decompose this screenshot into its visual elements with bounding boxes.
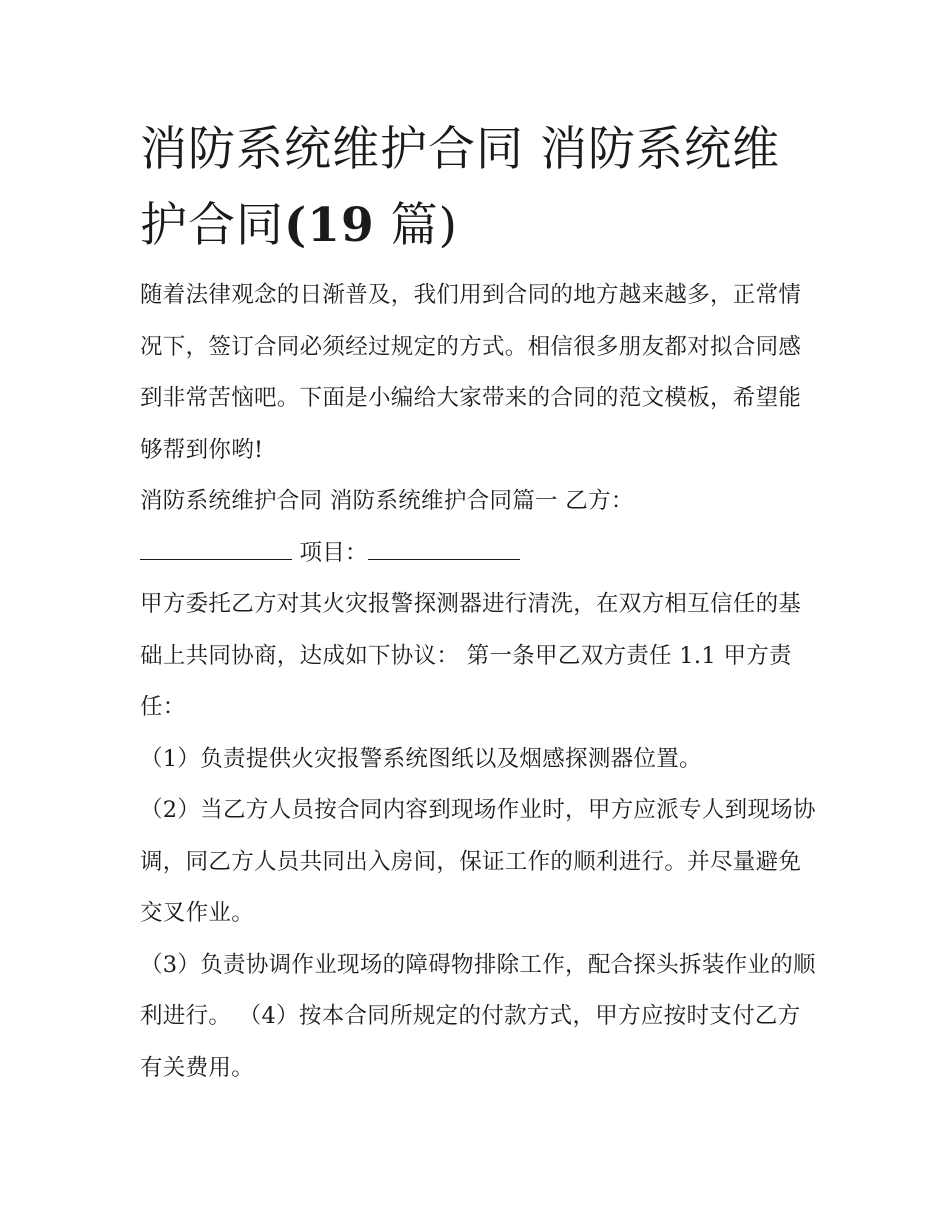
clause-item-3-4: （3）负责协调作业现场的障碍物排除工作，配合探头拆装作业的顺利进行。 （4）按本合同所规定的付款方式，甲方应按时支付乙方有关费用。 [140,951,816,1081]
title-count: (19 [284,198,375,253]
title-suffix: 篇) [374,198,458,253]
intro-paragraph: 随着法律观念的日渐普及，我们用到合同的地方越来越多，正常情况下，签订合同必须经过规定的方式。相信很多朋友都对拟合同感到非常苦恼吧。下面是小编给大家带来的合同的范文模板，希望能够帮到你哟! [140,282,802,463]
section-heading: 消防系统维护合同 消防系统维护合同篇一 乙方： [140,488,634,514]
party-project-line [140,528,820,580]
agreement-paragraph: 甲方委托乙方对其火灾报警探测器进行清洗，在双方相互信任的基础上共同协商，达成如下协议： 第一条甲乙双方责任 1.1 甲方责任： [140,591,802,720]
project-label: 项目： [292,539,368,566]
document-title [140,112,820,264]
clause-item-1: （1）负责提供火灾报警系统图纸以及烟感探测器位置。 [140,745,702,772]
party-b-blank [140,535,292,560]
project-blank [368,535,520,560]
title-text: 消防系统维护合同 消防系统维护合同 [140,122,780,253]
document-page [140,112,820,1094]
clause-item-2: （2）当乙方人员按合同内容到现场作业时，甲方应派专人到现场协调，同乙方人员共同出入房间，保证工作的顺利进行。并尽量避免交叉作业。 [140,797,816,926]
